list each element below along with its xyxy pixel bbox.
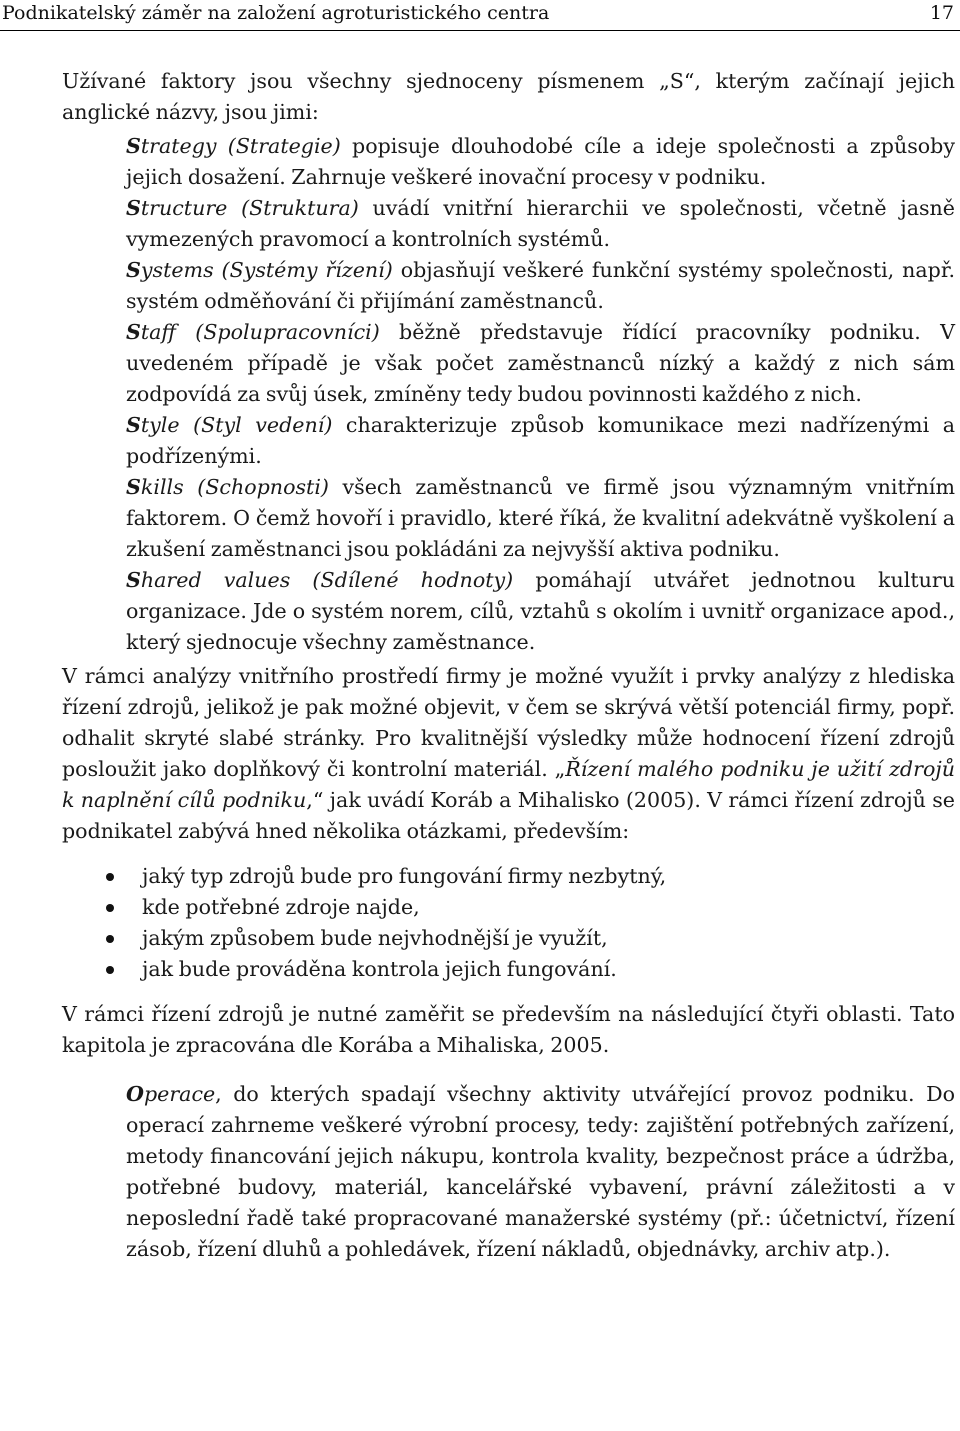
- factor-structure: [126, 193, 955, 255]
- factor-text: charakterizuje způsob komunikace mezi nadřízenými a podřízenými.: [126, 413, 955, 468]
- factor-shared-values: [126, 565, 955, 658]
- factor-staff: [126, 317, 955, 410]
- factor-term: taff (Spolupracovníci): [140, 320, 380, 344]
- factor-term: trategy (Strategie): [140, 134, 341, 158]
- factor-term: kills (Schopnosti): [140, 475, 329, 499]
- list-item: [62, 954, 955, 985]
- factor-text: objasňují veškeré funkční systémy společnosti, např. systém odměňování či přijímání zaměstnanců.: [126, 258, 955, 313]
- bullet-icon: [106, 966, 114, 974]
- factor-term: ystems (Systémy řízení): [140, 258, 393, 282]
- page-header: [0, 0, 960, 31]
- bullet-icon: [106, 904, 114, 912]
- bullet-icon: [106, 873, 114, 881]
- list-item-text: kde potřebné zdroje najde,: [142, 895, 420, 919]
- operations-paragraph: [126, 1079, 955, 1265]
- bullet-icon: [106, 935, 114, 943]
- page-body: [62, 66, 955, 1265]
- factor-text: všech zaměstnanců ve firmě jsou významným vnitřním faktorem. O čemž hovoří i pravidlo, které říká, že kvalitní adekvátně vyškolení a zkušení zaměstnanci jsou pokládáni za nejvyšší aktiva podniku.: [126, 475, 955, 561]
- quoted-definition: Řízení malého podniku je užití zdrojů k naplnění cílů podniku: [62, 757, 955, 812]
- factor-term: tructure (Struktura): [140, 196, 359, 220]
- question-list: [62, 861, 955, 985]
- factor-skills: [126, 472, 955, 565]
- factor-term: hared values (Sdílené hodnoty): [140, 568, 514, 592]
- factor-systems: [126, 255, 955, 317]
- paragraph-text: ,“ jak uvádí Koráb a Mihalisko (2005). V rámci řízení zdrojů se podnikatel zabývá hned několika otázkami, především:: [62, 788, 955, 843]
- factor-initial: S: [126, 475, 141, 499]
- factor-initial: S: [126, 258, 141, 282]
- factor-initial: S: [126, 196, 141, 220]
- page-number: 17: [929, 2, 954, 24]
- list-item: [62, 861, 955, 892]
- factor-style: [126, 410, 955, 472]
- document-title: Podnikatelský záměr na založení agroturistického centra: [2, 2, 550, 24]
- paragraph-text: V rámci analýzy vnitřního prostředí firmy je možné využít i prvky analýzy z hlediska řízení zdrojů, jelikož je pak možné objevit, v čem se skrývá větší potenciál firmy, popř. odhalit skryté slabé stránky. Pro kvalitnější výsledky může hodnocení řízení zdrojů posloužit jako doplňkový či kontrolní materiál. „: [62, 664, 955, 781]
- factor-text: běžně představuje řídící pracovníky podniku. V uvedeném případě je však počet zaměstnanců nízký a každý z nich sám zodpovídá za svůj úsek, zmíněny tedy budou povinnosti každého z nich.: [126, 320, 955, 406]
- factor-initial: O: [126, 1082, 144, 1106]
- list-item: [62, 923, 955, 954]
- factor-text: , do kterých spadají všechny aktivity utvářející provoz podniku. Do operací zahrneme veškeré výrobní procesy, tedy: zajištění potřebných zařízení, metody financování jejich nákupu, kontrola kvality, bezpečnost práce a údržba, potřebné budovy, materiál, kancelářské vybavení, právní záležitosti a v neposlední řadě také propracované manažerské systémy (př.: účetnictví, řízení zásob, řízení dluhů a pohledávek, řízení nákladů, objednávky, archiv atp.).: [126, 1082, 955, 1261]
- factor-text: pomáhají utvářet jednotnou kulturu organizace. Jde o systém norem, cílů, vztahů s okolím i uvnitř organizace apod., který sjednocuje všechny zaměstnance.: [126, 568, 956, 654]
- list-item-text: jak bude prováděna kontrola jejich fungování.: [142, 957, 617, 981]
- factor-strategy: [126, 131, 955, 193]
- factor-term: tyle (Styl vedení): [140, 413, 333, 437]
- list-item-text: jakým způsobem bude nejvhodnější je využít,: [142, 926, 608, 950]
- factor-term: perace: [143, 1082, 216, 1106]
- factor-text: uvádí vnitřní hierarchii ve společnosti, včetně jasně vymezených pravomocí a kontrolních systémů.: [126, 196, 955, 251]
- factor-initial: S: [126, 134, 141, 158]
- list-item: [62, 892, 955, 923]
- factor-initial: S: [126, 320, 141, 344]
- list-item-text: jaký typ zdrojů bude pro fungování firmy nezbytný,: [142, 864, 667, 888]
- four-areas-paragraph: V rámci řízení zdrojů je nutné zaměřit se především na následující čtyři oblasti. Tato kapitola je zpracována dle Korába a Mihaliska, 2005.: [62, 1002, 955, 1057]
- factor-text: popisuje dlouhodobé cíle a ideje společnosti a způsoby jejich dosažení. Zahrnuje veškeré inovační procesy v podniku.: [126, 134, 956, 189]
- factor-initial: S: [126, 413, 141, 437]
- resource-analysis-paragraph: [62, 661, 955, 847]
- intro-paragraph: Užívané faktory jsou všechny sjednoceny písmenem „S“, kterým začínají jejich anglické názvy, jsou jimi:: [62, 69, 955, 124]
- factor-initial: S: [126, 568, 141, 592]
